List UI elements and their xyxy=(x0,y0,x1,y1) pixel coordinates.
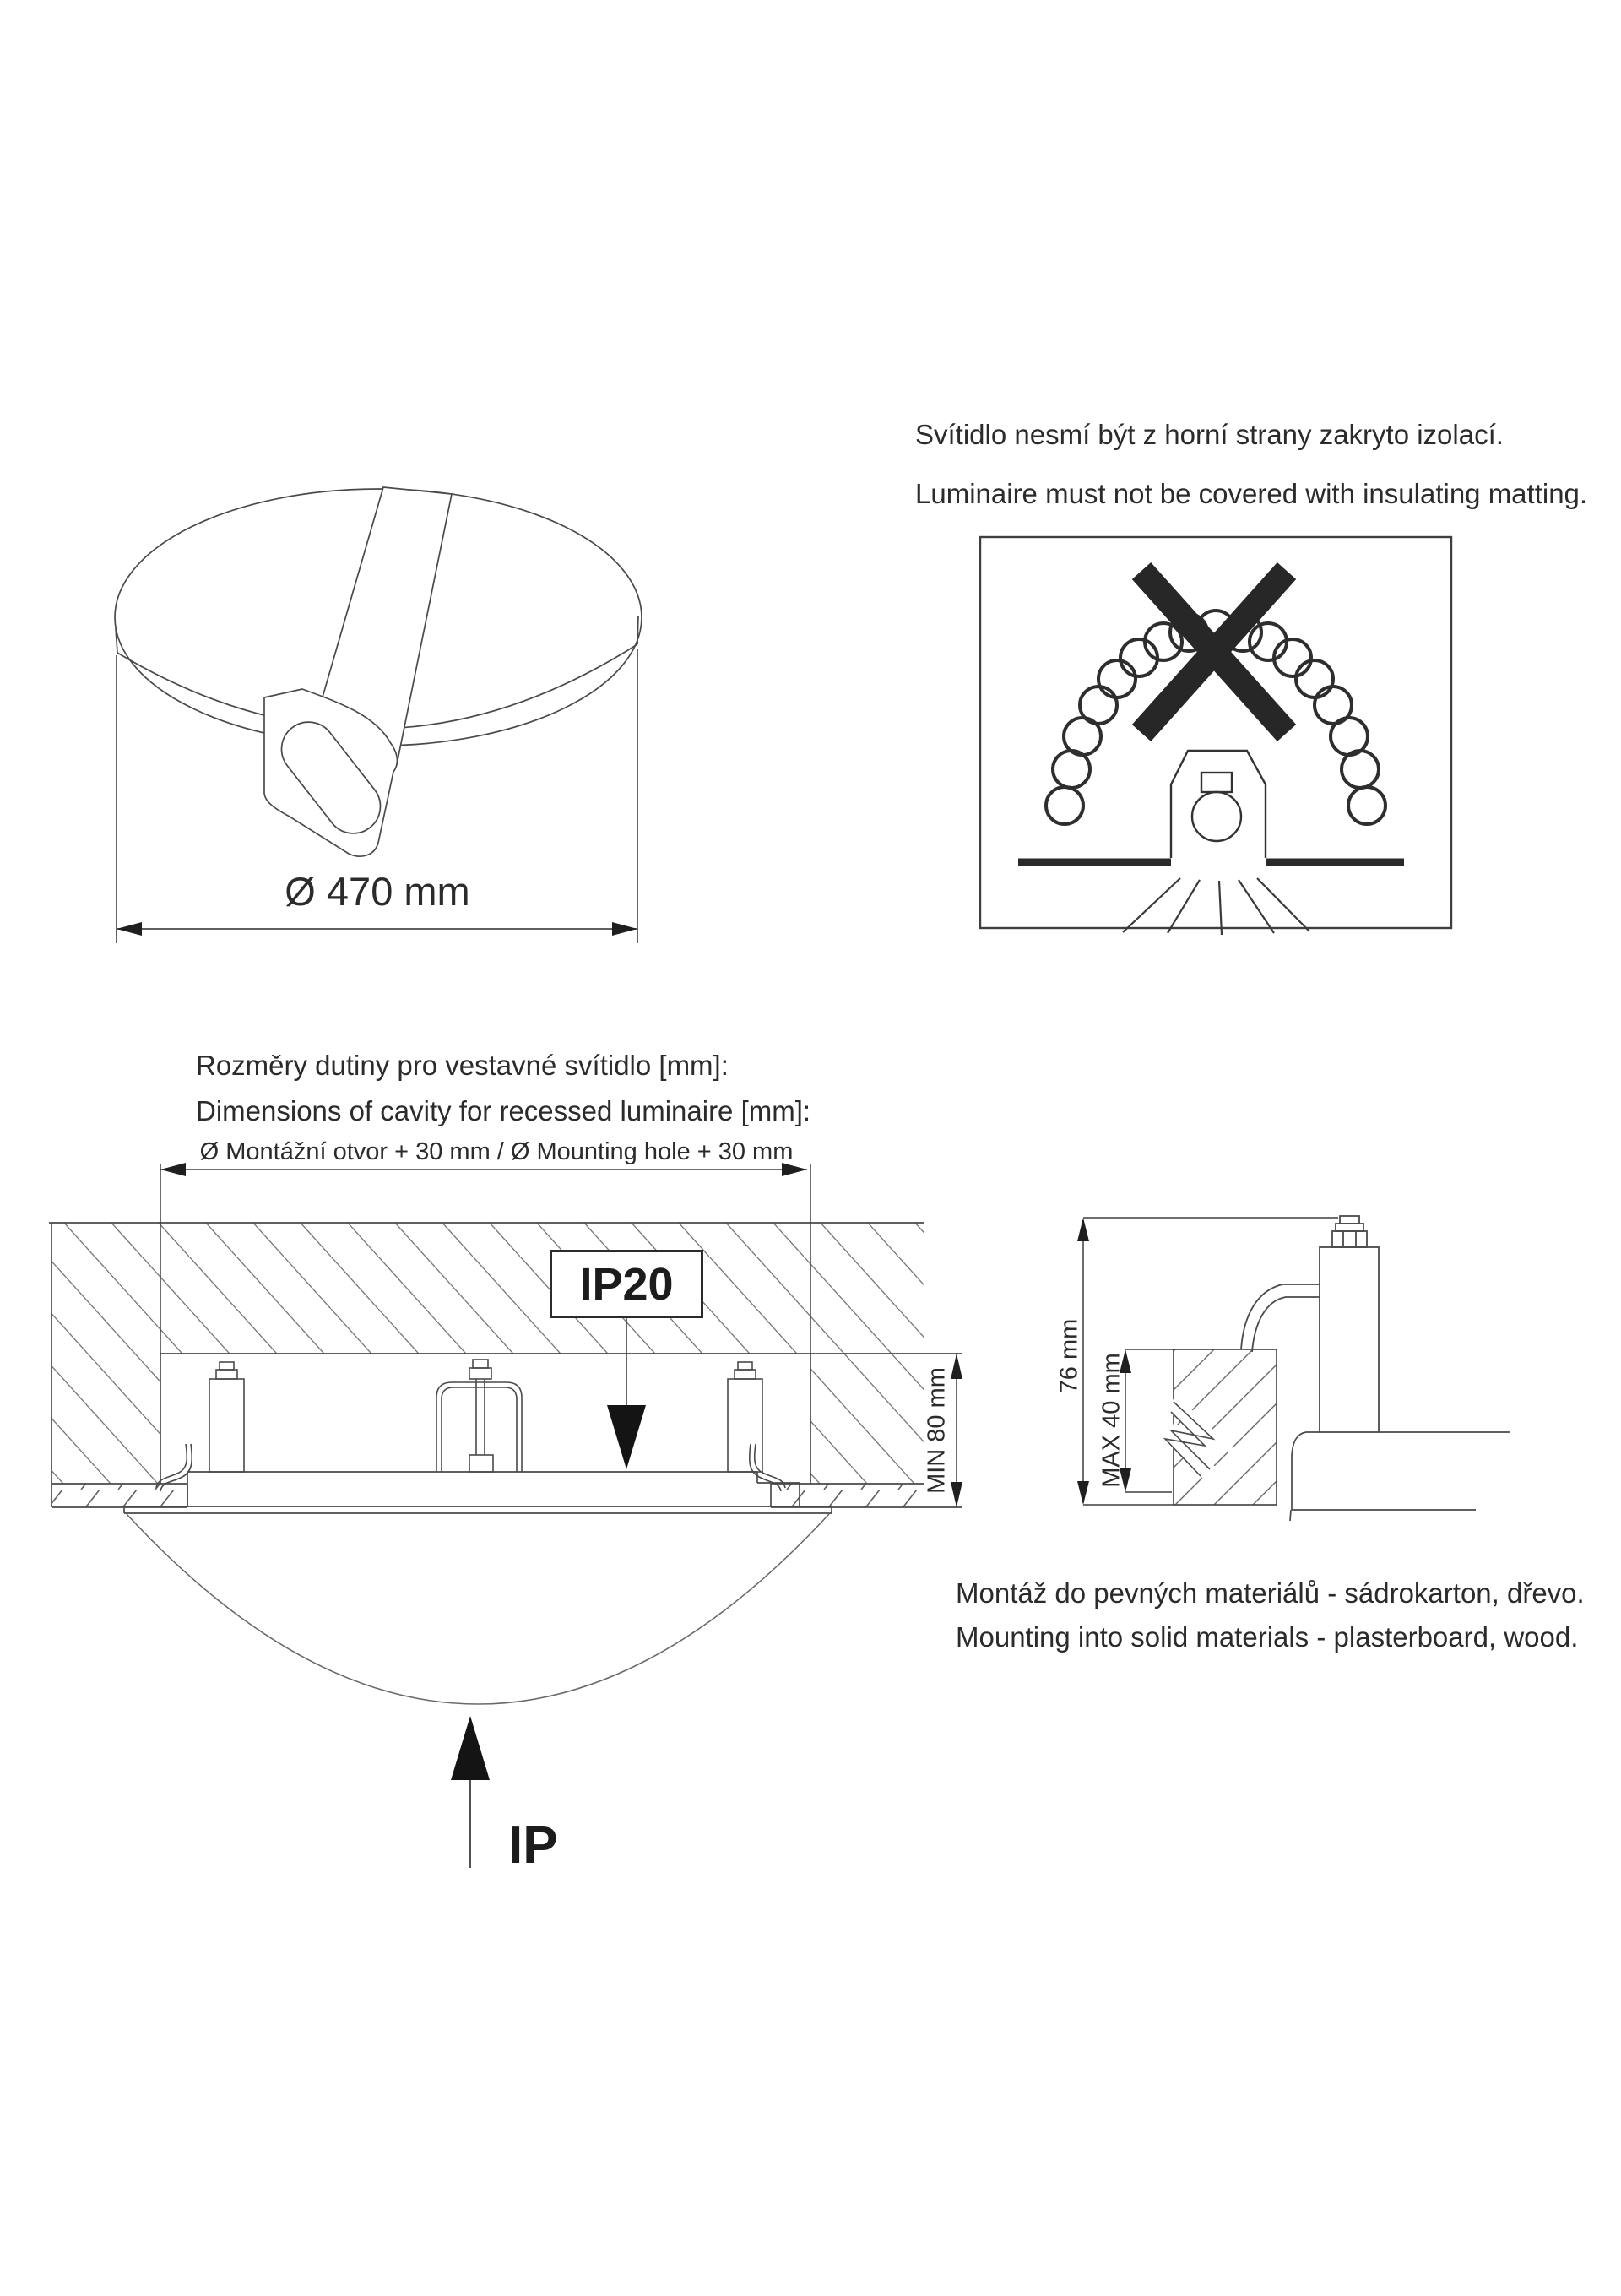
glass-dome-profile xyxy=(127,1514,829,1704)
mounting-note-en: Mounting into solid materials - plasterboard, wood. xyxy=(956,1621,1579,1653)
luminaire-base-plate xyxy=(124,1472,832,1513)
ip-arrow-label: IP xyxy=(508,1816,558,1875)
ip-pointer xyxy=(451,1716,490,1868)
no-insulation-warning-graphic xyxy=(980,537,1451,935)
mounting-note-cs: Montáž do pevných materiálů - sádrokarton, dřevo. xyxy=(956,1577,1585,1609)
cavity-heading-en: Dimensions of cavity for recessed luminaire [mm]: xyxy=(196,1095,811,1126)
dim-arrow-right-icon xyxy=(612,922,637,936)
warning-box-border xyxy=(980,537,1451,928)
ip20-arrow-icon xyxy=(607,1405,646,1469)
plasterboard-strip-left xyxy=(52,1484,187,1507)
insulation-note-cs: Svítidlo nesmí být z horní strany zakryto izolací. xyxy=(915,419,1504,450)
min-depth-dimension xyxy=(951,1354,962,1507)
insulation-note-en: Luminaire must not be covered with insulating matting. xyxy=(915,478,1588,509)
diameter-label: Ø 470 mm xyxy=(285,869,470,914)
mounting-hole-label: Ø Montážní otvor + 30 mm / Ø Mounting hole + 30 mm xyxy=(199,1138,794,1165)
recessed-lamp-symbol xyxy=(1171,751,1266,858)
cavity-heading-cs: Rozměry dutiny pro vestavné svítidlo [mm]: xyxy=(196,1050,729,1081)
max-thickness-label: MAX 40 mm xyxy=(1098,1353,1125,1488)
dim-arrow-left-icon xyxy=(117,922,142,936)
mounting-detail-drawing xyxy=(1077,1216,1510,1521)
total-height-label: 76 mm xyxy=(1055,1318,1083,1394)
ip20-rating-badge: IP20 xyxy=(550,1250,703,1318)
ip-arrow-icon xyxy=(451,1716,490,1780)
plasterboard-strip-right xyxy=(771,1484,924,1507)
min-depth-label: MIN 80 mm xyxy=(923,1367,951,1494)
cavity-cross-section-drawing xyxy=(49,1163,962,1868)
detail-luminaire-rim xyxy=(1290,1432,1510,1521)
